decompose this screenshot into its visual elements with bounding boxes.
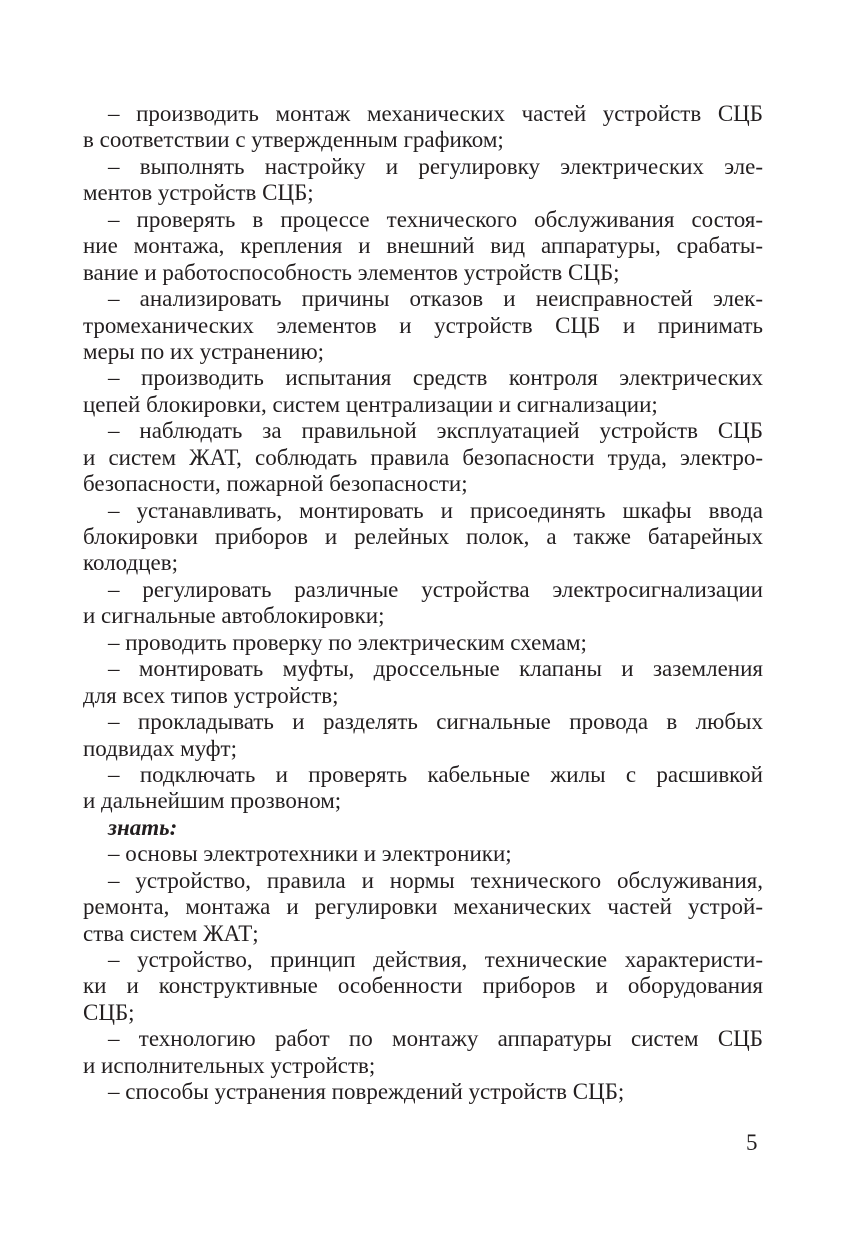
list-item bbox=[83, 418, 763, 497]
text-line: ние монтажа, крепления и внешний вид аппаратуры, срабаты- bbox=[83, 233, 763, 259]
text-line: ремонта, монтажа и регулировки механических частей устрой- bbox=[83, 894, 763, 920]
text-line: – производить испытания средств контроля электрических bbox=[108, 365, 763, 391]
text-line: – наблюдать за правильной эксплуатацией устройств СЦБ bbox=[108, 418, 763, 444]
list-item bbox=[83, 577, 763, 630]
text-line: цепей блокировки, систем централизации и сигнализации; bbox=[83, 391, 658, 417]
page-body bbox=[83, 101, 763, 1106]
text-line: безопасности, пожарной безопасности; bbox=[83, 471, 468, 497]
page-number: 5 bbox=[746, 1130, 758, 1155]
text-line: в соответствии с утвержденным графиком; bbox=[83, 127, 504, 153]
text-line: – монтировать муфты, дроссельные клапаны и заземления bbox=[108, 656, 763, 682]
text-line: знать: bbox=[108, 814, 178, 840]
text-line: меры по их устранению; bbox=[83, 338, 325, 364]
text-line: вание и работоспособность элементов устройств СЦБ; bbox=[83, 259, 620, 285]
list-item bbox=[83, 868, 763, 947]
text-line: – анализировать причины отказов и неисправностей элек- bbox=[108, 286, 763, 312]
text-line: – устанавливать, монтировать и присоединять шкафы ввода bbox=[108, 497, 763, 523]
list-item bbox=[83, 762, 763, 815]
text-line: СЦБ; bbox=[83, 999, 135, 1025]
text-line: подвидах муфт; bbox=[83, 735, 238, 761]
text-line: тромеханических элементов и устройств СЦБ и принимать bbox=[83, 312, 763, 338]
list-item bbox=[83, 709, 763, 762]
text-line: – способы устранения повреждений устройств СЦБ; bbox=[108, 1079, 625, 1105]
text-line: ства систем ЖАТ; bbox=[83, 920, 259, 946]
text-line: и исполнительных устройств; bbox=[83, 1052, 376, 1078]
text-line: – проверять в процессе технического обслуживания состоя- bbox=[108, 206, 763, 232]
text-line: – основы электротехники и электроники; bbox=[108, 841, 512, 867]
text-line: и сигнальные автоблокировки; bbox=[83, 603, 385, 629]
list-item bbox=[83, 498, 763, 577]
list-item bbox=[83, 365, 763, 418]
text-line: – подключать и проверять кабельные жилы с расшивкой bbox=[108, 761, 763, 787]
list-item bbox=[83, 630, 763, 656]
list-item bbox=[83, 1026, 763, 1079]
list-item bbox=[83, 286, 763, 365]
text-line: – устройство, правила и нормы технического обслуживания, bbox=[108, 867, 763, 893]
list-item bbox=[83, 841, 763, 867]
list-item bbox=[83, 947, 763, 1026]
list-item bbox=[83, 1079, 763, 1105]
text-line: и дальнейшим прозвоном; bbox=[83, 788, 342, 814]
text-line: – устройство, принцип действия, технические характеристи- bbox=[108, 947, 763, 972]
text-line: – технологию работ по монтажу аппаратуры систем СЦБ bbox=[108, 1026, 763, 1052]
text-line: колодцев; bbox=[83, 550, 178, 576]
section-heading bbox=[83, 815, 763, 841]
list-item bbox=[83, 101, 763, 154]
list-item bbox=[83, 207, 763, 286]
text-line: и систем ЖАТ, соблюдать правила безопасности труда, электро- bbox=[83, 444, 763, 470]
text-line: – регулировать различные устройства электросигнализации bbox=[108, 576, 763, 602]
text-line: ки и конструктивные особенности приборов и оборудования bbox=[83, 973, 763, 999]
text-line: для всех типов устройств; bbox=[83, 682, 339, 708]
text-line: ментов устройств СЦБ; bbox=[83, 180, 314, 206]
list-item bbox=[83, 656, 763, 709]
list-item bbox=[83, 154, 763, 207]
text-line: – прокладывать и разделять сигнальные провода в любых bbox=[108, 709, 763, 735]
text-line: блокировки приборов и релейных полок, а также батарейных bbox=[83, 524, 763, 549]
text-line: – производить монтаж механических частей устройств СЦБ bbox=[108, 101, 763, 126]
text-line: – выполнять настройку и регулировку электрических эле- bbox=[108, 153, 763, 179]
text-line: – проводить проверку по электрическим схемам; bbox=[108, 629, 587, 655]
